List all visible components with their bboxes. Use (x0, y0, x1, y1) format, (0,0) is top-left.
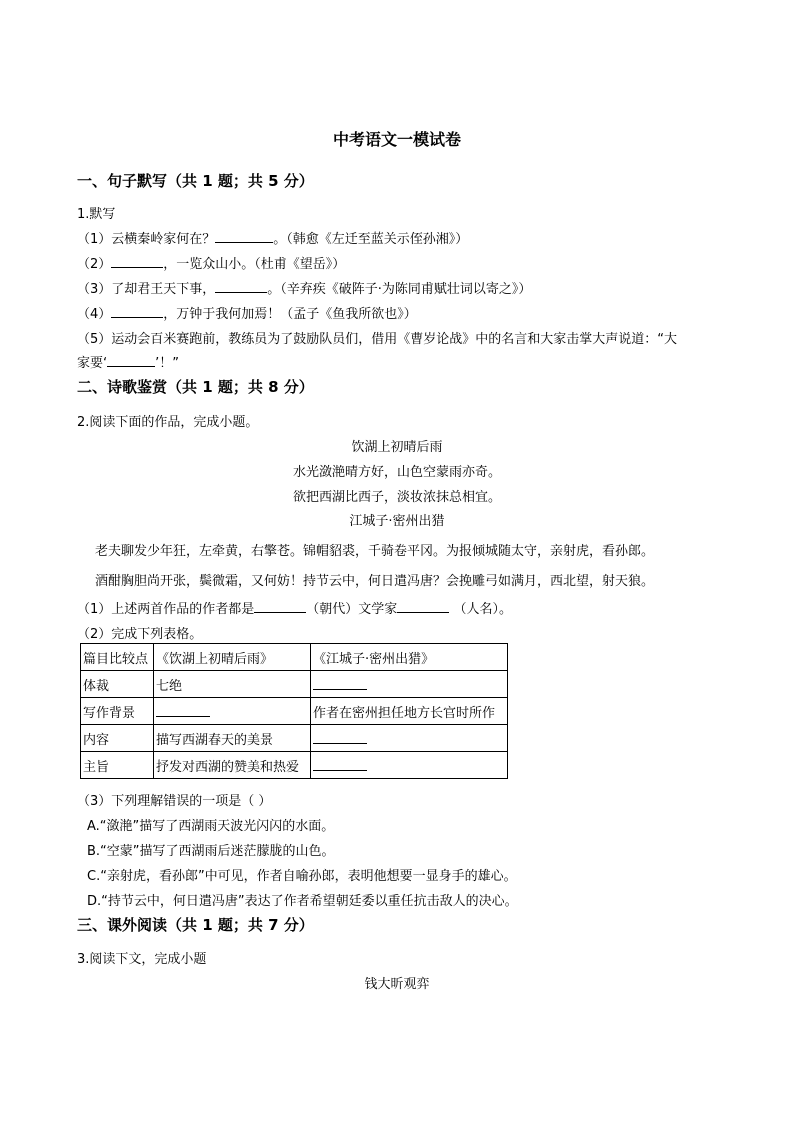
poem-2-line-2: 酒酣胸胆尚开张，鬓微霜，又何妨！持节云中，何日遣冯唐？会挽雕弓如满月，西北望，射天狼。 (95, 574, 655, 589)
answer-blank[interactable] (313, 675, 367, 690)
item-5-line-2: 家要‘ ’！” (77, 356, 180, 371)
poem-2-line-1: 老夫聊发少年狂，左牵黄，右擎苍。锦帽貂裘，千骑卷平冈。为报倾城随太守，亲射虎，看孙郎。 (95, 544, 655, 559)
answer-blank[interactable] (254, 600, 306, 613)
poem-1-line-1: 水光潋滟晴方好，山色空蒙雨亦奇。 (292, 465, 501, 480)
table-header-row (81, 644, 508, 671)
section-2-heading: 二、诗歌鉴赏（共 1 题；共 8 分） (77, 378, 314, 396)
table-row (81, 671, 508, 698)
answer-blank[interactable] (107, 354, 155, 367)
answer-blank[interactable] (215, 230, 273, 243)
table-header-cell: 篇目比较点 (81, 644, 154, 671)
answer-blank[interactable] (313, 729, 367, 744)
table-cell: 七绝 (154, 671, 311, 698)
table-cell: 抒发对西湖的赞美和热爱 (154, 752, 311, 779)
page-title: 中考语文一模试卷 (332, 130, 461, 149)
item-2: （2） ，一览众山小。（杜甫《望岳》） (77, 257, 346, 272)
answer-blank[interactable] (397, 600, 449, 613)
question-2-label: 2.阅读下面的作品，完成小题。 (77, 415, 259, 430)
table-cell: 体裁 (81, 671, 154, 698)
table-row (81, 698, 508, 725)
poem-1-title: 饮湖上初晴后雨 (351, 440, 443, 455)
option-b: B.“空蒙”描写了西湖雨后迷茫朦胧的山色。 (87, 844, 335, 859)
item-1: （1）云横秦岭家何在？ 。（韩愈《左迁至蓝关示侄孙湘》） (77, 232, 469, 247)
table-cell (311, 725, 508, 752)
option-a: A.“潋滟”描写了西湖雨天波光闪闪的水面。 (87, 819, 335, 834)
answer-blank[interactable] (215, 280, 267, 293)
item-4: （4） ，万钟于我何加焉！（孟子《鱼我所欲也》） (77, 307, 417, 322)
answer-blank[interactable] (156, 702, 210, 717)
table-cell: 主旨 (81, 752, 154, 779)
item-5-line-1: （5）运动会百米赛跑前，教练员为了鼓励队员们，借用《曹岁论战》中的名言和大家击掌大声说道：“大 (77, 332, 678, 347)
article-title: 钱大昕观弈 (364, 977, 430, 992)
table-cell: 写作背景 (81, 698, 154, 725)
option-c: C.“亲射虎，看孙郎”中可见，作者自喻孙郎，表明他想要一显身手的雄心。 (87, 869, 517, 884)
table-cell: 作者在密州担任地方长官时所作 (311, 698, 508, 725)
table-header-cell: 《江城子·密州出猎》 (311, 644, 508, 671)
table-row (81, 752, 508, 779)
answer-blank[interactable] (111, 305, 163, 318)
table-cell (311, 671, 508, 698)
answer-blank[interactable] (111, 255, 163, 268)
subquestion-1: （1）上述两首作品的作者都是 （朝代）文学家 （人名）。 (77, 602, 512, 617)
table-cell (154, 698, 311, 725)
poem-2-title: 江城子·密州出猎 (349, 514, 445, 529)
section-3-heading: 三、课外阅读（共 1 题；共 7 分） (77, 916, 314, 934)
table-cell: 描写西湖春天的美景 (154, 725, 311, 752)
table-row (81, 725, 508, 752)
question-1-label: 1.默写 (77, 207, 116, 222)
subquestion-2: （2）完成下列表格。 (77, 627, 203, 642)
table-header-cell: 《饮湖上初晴后雨》 (154, 644, 311, 671)
option-d: D.“持节云中，何日遣冯唐”表达了作者希望朝廷委以重任抗击敌人的决心。 (87, 894, 518, 909)
question-3-label: 3.阅读下文，完成小题 (77, 952, 207, 967)
table-cell: 内容 (81, 725, 154, 752)
item-3: （3）了却君王天下事， 。（辛弃疾《破阵子·为陈同甫赋壮词以寄之》） (77, 282, 532, 297)
subquestion-3: （3）下列理解错误的一项是（ ） (77, 794, 272, 809)
poem-1-line-2: 欲把西湖比西子，淡妆浓抹总相宜。 (292, 490, 501, 505)
table-cell (311, 752, 508, 779)
section-1-heading: 一、句子默写（共 1 题；共 5 分） (77, 172, 314, 190)
answer-blank[interactable] (313, 756, 367, 771)
comparison-table (80, 643, 508, 779)
